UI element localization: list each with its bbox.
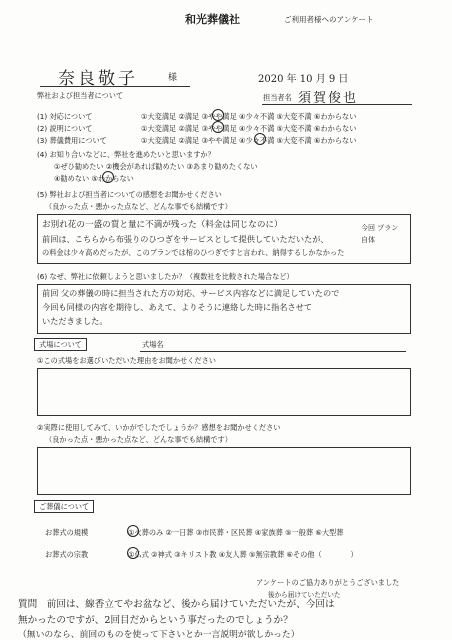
ceremony-religion-options: ①仏式 ②神式 ③キリスト教 ④友人葬 ⑤無宗教葬 ⑥その他（ ） [128,550,358,559]
staff-name: 須賀俊也 [298,91,359,106]
q6-answer-line1: 前回 父の葬儀の時に担当された方の対応、サービス内容などに満足していたので [42,288,340,298]
q2-options: ①大変満足 ②満足 ③やや満足 ④少々不満 ⑤大変不満 ⑥わからない [141,124,357,133]
company-staff-label: 弊社および担当者について [37,91,124,100]
footer-note-line2: 無かったのですが、2回目だからという事だったのでしょうか？ [18,615,293,626]
ceremony-scale-options: ①火葬のみ ②一日葬 ③市民葬・区民葬 ④家族葬 ⑤一般葬 ⑥大型葬 [128,528,344,537]
q3-row [37,136,356,146]
q6-answer-line3: いただきました。 [42,316,108,326]
q5-answer-line3: の料金は少々高めだったが、このプランでは棺のひつぎですと言われ、納得するしかなかった [42,248,345,257]
q2-row [37,124,356,134]
q1-options: ①大変満足 ②満足 ③やや満足 ④少々不満 ⑤大変不満 ⑥わからない [141,112,357,121]
q3-options: ①大変満足 ②満足 ③やや満足 ④少々不満 ⑤大変不満 ⑥わからない [141,136,357,145]
venue-q1: ①この式場をお選びいただいた理由をお聞かせください [37,356,216,365]
selected-circle-religion [127,547,139,559]
venue-section-header: 式場について [34,338,87,351]
venue-name-label: 式場名 [142,340,164,349]
honorific: 様 [168,73,178,83]
staff-label: 担当者名 [263,93,292,102]
q3-label: (3) 葬儀費用について [37,136,107,145]
ceremony-scale-label: お葬式の規模 [45,528,89,537]
selected-circle-scale [127,525,139,537]
q1-label: (1) 対応について [37,112,93,121]
q4-label: (4) お知り合いなどに、弊社を進めたいと思いますか？ [37,150,215,159]
venue-name-underline [140,351,406,352]
q6-answer-line2: 今回も同様の内容を期待し、あえて、よりそうに連絡した時に指名させて [42,302,313,312]
customer-name: 奈良敬子 [58,69,138,89]
selected-circle-q4 [102,171,114,183]
thanks-text: アンケートのご協力ありがとうございました [256,578,400,587]
selected-circle-q1 [212,109,224,121]
q1-row [37,112,356,122]
q2-label: (2) 説明について [37,124,93,133]
selected-circle-q3 [254,133,266,145]
venue-q2-box [37,447,411,495]
venue-q1-box [37,368,411,416]
company-name: 和光葬儀社 [185,13,240,26]
footer-note-line1: 質問 前回は、線香立てやお盆など、後から届けていただいたが、今回は [18,599,335,610]
selected-circle-q2 [212,121,224,133]
footer-note-line3: （無いのなら、前回のものを使って下さいとか一言説明が欲しかった） [18,630,300,640]
venue-q2: ②実際に使用してみて、いかがでしたでしょうか？感想をお聞かせください [37,423,281,432]
q5-answer-line2: 前回は、こちらから布張りのひつぎをサービスとして提供していただいたが、 [42,234,329,244]
q5-sublabel: （良かった点・悪かった点など、どんな事でも結構です） [45,202,232,211]
q5-margin-note: 今回 プラン自体 [361,224,399,244]
survey-subtitle: ご利用者様へのアンケート [284,15,374,24]
q6-label: (6) なぜ、弊社に依頼しようと思いましたか？（複数社を比較された場合など） [37,272,294,281]
footer-insert-note: 後から届けていただいた [268,591,341,599]
venue-q2-sublabel: （良かった点・悪かった点など、どんな事でも結構です） [45,435,232,444]
survey-date: 2020 年 10 月 9 日 [258,74,349,85]
q5-answer-line1: お別れ花の一盛の質と量に不満が残った（料金は同じなのに） [42,220,283,230]
q4-options-line1: ①ぜひ勧めたい ②機会があれば勧めたい ③あまり勧めたくない [54,162,258,171]
staff-underline [262,104,412,105]
q4-options-line2: ④勧めない ⑤わからない [54,174,134,183]
ceremony-section-header: ご葬儀について [34,500,94,513]
q5-label: (5) 弊社および担当者についての感想をお聞かせください [37,190,222,199]
name-underline [40,86,190,87]
ceremony-religion-label: お葬式の宗教 [45,550,89,559]
